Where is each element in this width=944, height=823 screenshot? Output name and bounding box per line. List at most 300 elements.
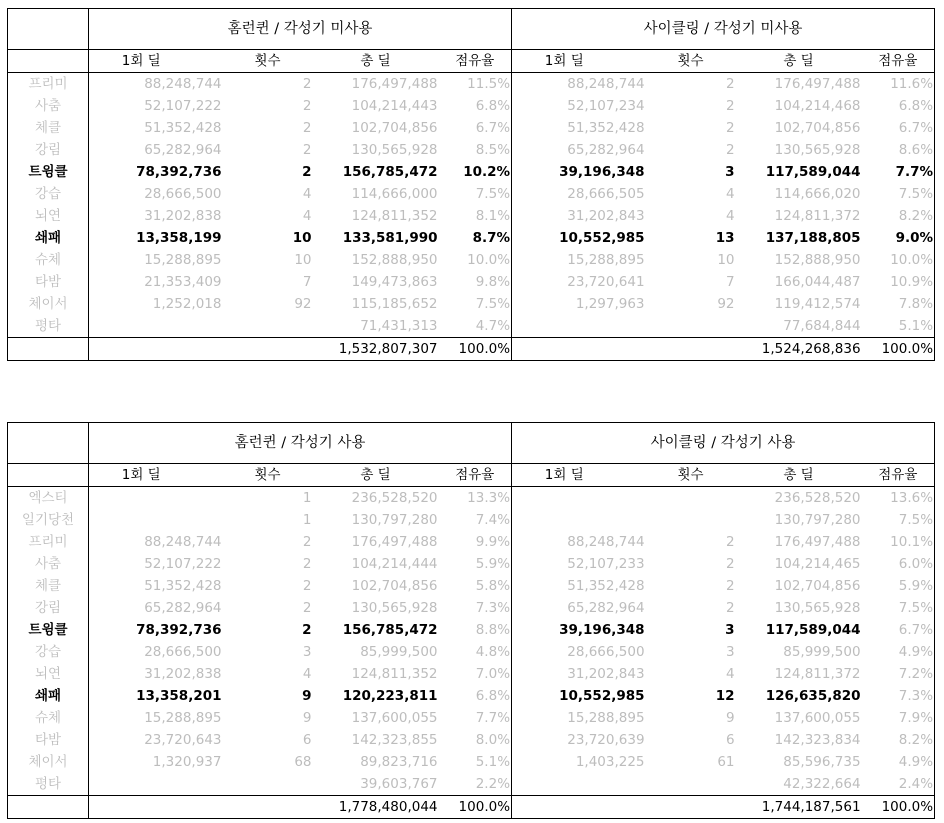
skill-name: 평타 — [8, 315, 89, 338]
total-damage: 117,589,044 — [765, 622, 861, 638]
skill-name: 슈체 — [8, 707, 89, 729]
total-damage: 130,565,928 — [351, 142, 438, 158]
skill-name: 엑스티 — [8, 487, 89, 510]
skill-name: 뇌연 — [8, 205, 89, 227]
total-damage: 124,811,352 — [351, 208, 438, 224]
per-hit-damage: 31,202,838 — [89, 205, 223, 227]
total-damage: 85,596,735 — [783, 754, 861, 770]
skill-name: 체클 — [8, 117, 89, 139]
damage-share: 11.6% — [862, 73, 935, 96]
total-damage: 71,431,313 — [360, 318, 438, 334]
skill-name: 체이서 — [8, 293, 89, 315]
per-hit-damage: 31,202,838 — [89, 663, 223, 685]
skill-name: 강습 — [8, 641, 89, 663]
per-hit-damage: 52,107,233 — [512, 553, 646, 575]
column-header-row — [8, 50, 935, 73]
corner-cell — [8, 9, 89, 50]
total-damage: 1,532,807,307 — [313, 338, 439, 361]
skill-row — [8, 315, 935, 338]
hit-count: 9 — [302, 710, 312, 726]
damage-share: 7.3% — [862, 685, 935, 707]
column-header: 점유율 — [439, 464, 512, 487]
per-hit-damage: 15,288,895 — [89, 249, 223, 271]
damage-share: 6.8% — [475, 98, 511, 114]
column-header: 점유율 — [439, 50, 512, 73]
damage-share: 13.3% — [439, 487, 512, 510]
per-hit-damage: 88,248,744 — [512, 73, 646, 96]
damage-share: 7.7% — [862, 161, 935, 183]
hit-count: 10 — [292, 230, 312, 246]
damage-share: 8.7% — [472, 230, 511, 246]
hit-count: 2 — [725, 600, 735, 616]
column-header: 횟수 — [223, 464, 313, 487]
skill-row — [8, 227, 935, 249]
hit-count — [223, 796, 313, 819]
total-damage: 130,565,928 — [774, 600, 861, 616]
total-damage: 130,797,280 — [351, 512, 438, 528]
total-damage: 114,666,000 — [351, 186, 438, 202]
skill-name: 일기당천 — [8, 509, 89, 531]
hit-count: 2 — [725, 98, 735, 114]
per-hit-damage: 23,720,639 — [512, 729, 646, 751]
per-hit-damage: 10,552,985 — [512, 227, 646, 249]
hit-count: 2 — [725, 556, 735, 572]
skill-row — [8, 95, 935, 117]
hit-count: 2 — [302, 622, 312, 638]
damage-share: 6.8% — [862, 95, 935, 117]
damage-share: 8.5% — [475, 142, 511, 158]
damage-share: 7.7% — [475, 710, 511, 726]
hit-count: 68 — [294, 754, 312, 770]
group-title-row — [8, 423, 935, 464]
column-header: 총 딜 — [313, 50, 439, 73]
total-damage: 176,497,488 — [736, 73, 862, 96]
skill-name: 슈체 — [8, 249, 89, 271]
total-damage: 133,581,990 — [342, 230, 438, 246]
corner-cell — [8, 423, 89, 464]
damage-share: 7.8% — [862, 293, 935, 315]
column-header: 횟수 — [223, 50, 313, 73]
total-damage: 176,497,488 — [351, 534, 438, 550]
hit-count: 4 — [725, 186, 735, 202]
hit-count: 12 — [715, 688, 735, 704]
hit-count — [646, 773, 736, 796]
column-header: 횟수 — [646, 464, 736, 487]
total-damage: 1,524,268,836 — [736, 338, 862, 361]
hit-count: 4 — [725, 666, 735, 682]
total-damage: 119,412,574 — [774, 296, 861, 312]
hit-count: 10 — [717, 252, 735, 268]
total-damage: 124,811,372 — [774, 666, 861, 682]
header-corner-cell — [8, 464, 89, 487]
column-header: 횟수 — [646, 50, 736, 73]
damage-share: 6.8% — [475, 688, 511, 704]
damage-share: 9.9% — [475, 534, 511, 550]
damage-share: 100.0% — [439, 796, 512, 819]
hit-count: 61 — [717, 754, 735, 770]
hit-count: 1 — [223, 487, 313, 510]
total-damage: 130,565,928 — [351, 600, 438, 616]
per-hit-damage — [512, 487, 646, 510]
hit-count: 7 — [725, 274, 735, 290]
skill-row — [8, 641, 935, 663]
hit-count: 4 — [302, 208, 312, 224]
skill-name: 타밤 — [8, 729, 89, 751]
total-damage: 89,823,716 — [360, 754, 438, 770]
hit-count: 10 — [294, 252, 312, 268]
hit-count: 4 — [302, 666, 312, 682]
damage-share: 5.1% — [475, 754, 511, 770]
per-hit-damage: 1,297,963 — [512, 293, 646, 315]
per-hit-damage: 39,196,348 — [512, 619, 646, 641]
damage-share: 10.0% — [862, 249, 935, 271]
per-hit-damage: 51,352,428 — [89, 117, 223, 139]
skill-name: 쇄패 — [8, 685, 89, 707]
per-hit-damage: 52,107,234 — [512, 95, 646, 117]
hit-count — [223, 315, 313, 338]
damage-share: 100.0% — [862, 338, 935, 361]
per-hit-damage: 78,392,736 — [89, 161, 223, 183]
hit-count: 3 — [725, 164, 735, 180]
skill-row — [8, 509, 935, 531]
total-damage: 104,214,468 — [774, 98, 861, 114]
hit-count: 3 — [725, 622, 735, 638]
skill-row — [8, 729, 935, 751]
total-damage: 166,044,487 — [774, 274, 861, 290]
total-damage: 142,323,855 — [351, 732, 438, 748]
damage-share: 8.0% — [475, 732, 511, 748]
damage-share: 9.0% — [862, 227, 935, 249]
hit-count: 3 — [302, 644, 312, 660]
damage-share: 10.9% — [862, 271, 935, 293]
damage-share: 5.8% — [475, 578, 511, 594]
header-corner-cell — [8, 50, 89, 73]
per-hit-damage: 88,248,744 — [89, 531, 223, 553]
damage-share: 7.0% — [475, 666, 511, 682]
total-row — [8, 796, 935, 819]
hit-count: 2 — [302, 534, 312, 550]
damage-share: 8.8% — [475, 622, 511, 638]
skill-name: 사춤 — [8, 95, 89, 117]
hit-count: 7 — [302, 274, 312, 290]
damage-share: 5.1% — [862, 315, 935, 338]
damage-share: 2.2% — [475, 776, 511, 792]
damage-share: 7.5% — [475, 186, 511, 202]
damage-share: 9.8% — [475, 274, 511, 290]
skill-name: 평타 — [8, 773, 89, 796]
skill-row — [8, 73, 935, 96]
per-hit-damage: 51,352,428 — [512, 575, 646, 597]
per-hit-damage: 1,403,225 — [512, 751, 646, 773]
skill-row — [8, 531, 935, 553]
per-hit-damage: 13,358,199 — [89, 227, 223, 249]
per-hit-damage: 23,720,643 — [89, 729, 223, 751]
per-hit-damage — [89, 487, 223, 510]
damage-share: 8.6% — [862, 139, 935, 161]
column-header: 1회 딜 — [512, 464, 646, 487]
per-hit-damage — [89, 315, 223, 338]
per-hit-damage: 28,666,500 — [89, 183, 223, 205]
hit-count: 2 — [725, 534, 735, 550]
per-hit-damage: 15,288,895 — [512, 249, 646, 271]
total-damage: 176,497,488 — [313, 73, 439, 96]
per-hit-damage: 15,288,895 — [89, 707, 223, 729]
total-damage: 124,811,372 — [774, 208, 861, 224]
per-hit-damage: 51,352,428 — [512, 117, 646, 139]
skill-name: 쇄패 — [8, 227, 89, 249]
per-hit-damage: 51,352,428 — [89, 575, 223, 597]
skill-row — [8, 685, 935, 707]
skill-row — [8, 553, 935, 575]
damage-share: 8.1% — [475, 208, 511, 224]
damage-table-no-awakening — [7, 8, 935, 361]
skill-row — [8, 707, 935, 729]
damage-share: 5.9% — [862, 575, 935, 597]
total-damage: 85,999,500 — [783, 644, 861, 660]
total-damage: 85,999,500 — [360, 644, 438, 660]
hit-count: 92 — [294, 296, 312, 312]
per-hit-damage: 31,202,843 — [512, 663, 646, 685]
hit-count: 2 — [646, 73, 736, 96]
hit-count — [646, 487, 736, 510]
hit-count: 2 — [725, 120, 735, 136]
total-damage: 126,635,820 — [765, 688, 861, 704]
per-hit-damage — [512, 315, 646, 338]
per-hit-damage: 21,353,409 — [89, 271, 223, 293]
damage-share: 10.1% — [862, 531, 935, 553]
per-hit-damage: 88,248,744 — [89, 73, 223, 96]
column-header: 총 딜 — [313, 464, 439, 487]
hit-count — [223, 773, 313, 796]
damage-share: 6.7% — [862, 117, 935, 139]
skill-name: 체이서 — [8, 751, 89, 773]
column-header: 총 딜 — [736, 50, 862, 73]
hit-count: 2 — [302, 164, 312, 180]
skill-row — [8, 271, 935, 293]
per-hit-damage: 28,666,500 — [89, 641, 223, 663]
skill-row — [8, 249, 935, 271]
hit-count: 3 — [725, 644, 735, 660]
damage-share: 10.0% — [467, 252, 511, 268]
per-hit-damage — [89, 796, 223, 819]
damage-share: 10.2% — [463, 164, 511, 180]
skill-name — [8, 338, 89, 361]
hit-count: 9 — [302, 688, 312, 704]
total-damage: 77,684,844 — [783, 318, 861, 334]
left-group-title: 홈런퀸 / 각성기 미사용 — [89, 9, 512, 50]
hit-count: 92 — [717, 296, 735, 312]
per-hit-damage: 52,107,222 — [89, 553, 223, 575]
skill-name: 트윙클 — [8, 161, 89, 183]
skill-row — [8, 161, 935, 183]
hit-count: 4 — [302, 186, 312, 202]
per-hit-damage — [512, 796, 646, 819]
total-damage: 42,322,664 — [783, 776, 861, 792]
damage-share: 6.7% — [862, 619, 935, 641]
per-hit-damage — [89, 338, 223, 361]
total-damage: 104,214,465 — [774, 556, 861, 572]
skill-name: 타밤 — [8, 271, 89, 293]
hit-count: 2 — [302, 142, 312, 158]
column-header: 1회 딜 — [89, 464, 223, 487]
damage-share: 7.5% — [862, 509, 935, 531]
group-title-row — [8, 9, 935, 50]
skill-row — [8, 773, 935, 796]
hit-count: 1 — [302, 512, 312, 528]
total-damage: 156,785,472 — [342, 622, 438, 638]
hit-count — [223, 338, 313, 361]
total-damage: 236,528,520 — [736, 487, 862, 510]
total-damage: 236,528,520 — [313, 487, 439, 510]
hit-count: 2 — [725, 578, 735, 594]
skill-row — [8, 205, 935, 227]
damage-share: 4.8% — [475, 644, 511, 660]
hit-count: 2 — [302, 120, 312, 136]
column-header: 1회 딜 — [89, 50, 223, 73]
skill-name: 사춤 — [8, 553, 89, 575]
skill-name: 트윙클 — [8, 619, 89, 641]
damage-share: 8.2% — [862, 729, 935, 751]
damage-share: 13.6% — [862, 487, 935, 510]
hit-count: 6 — [302, 732, 312, 748]
column-header-row — [8, 464, 935, 487]
per-hit-damage: 23,720,641 — [512, 271, 646, 293]
hit-count: 9 — [725, 710, 735, 726]
damage-share: 100.0% — [862, 796, 935, 819]
total-damage: 156,785,472 — [342, 164, 438, 180]
per-hit-damage: 88,248,744 — [512, 531, 646, 553]
total-damage: 102,704,856 — [774, 120, 861, 136]
total-damage: 117,589,044 — [765, 164, 861, 180]
total-damage: 130,565,928 — [774, 142, 861, 158]
hit-count: 2 — [302, 556, 312, 572]
skill-row — [8, 139, 935, 161]
per-hit-damage: 13,358,201 — [89, 685, 223, 707]
column-header: 1회 딜 — [512, 50, 646, 73]
right-group-title: 사이클링 / 각성기 미사용 — [512, 9, 935, 50]
hit-count: 6 — [725, 732, 735, 748]
skill-row — [8, 663, 935, 685]
total-damage: 152,888,950 — [774, 252, 861, 268]
hit-count: 4 — [725, 208, 735, 224]
per-hit-damage: 65,282,964 — [512, 139, 646, 161]
total-damage: 142,323,834 — [774, 732, 861, 748]
skill-row — [8, 597, 935, 619]
damage-share: 7.5% — [475, 296, 511, 312]
hit-count: 2 — [302, 578, 312, 594]
total-damage: 39,603,767 — [360, 776, 438, 792]
total-damage: 104,214,443 — [351, 98, 438, 114]
per-hit-damage: 1,320,937 — [89, 751, 223, 773]
per-hit-damage: 52,107,222 — [89, 95, 223, 117]
hit-count: 2 — [302, 98, 312, 114]
total-damage: 176,497,488 — [774, 534, 861, 550]
total-damage: 120,223,811 — [342, 688, 438, 704]
per-hit-damage — [89, 773, 223, 796]
per-hit-damage — [512, 773, 646, 796]
total-damage: 137,600,055 — [774, 710, 861, 726]
total-damage: 152,888,950 — [351, 252, 438, 268]
total-damage: 1,744,187,561 — [736, 796, 862, 819]
total-row — [8, 338, 935, 361]
damage-table-with-awakening — [7, 422, 935, 819]
skill-name: 강림 — [8, 139, 89, 161]
damage-share: 4.9% — [862, 641, 935, 663]
damage-share: 5.9% — [475, 556, 511, 572]
hit-count: 2 — [302, 600, 312, 616]
total-damage: 104,214,444 — [351, 556, 438, 572]
total-damage: 115,185,652 — [351, 296, 438, 312]
total-damage: 102,704,856 — [351, 578, 438, 594]
total-damage: 137,600,055 — [351, 710, 438, 726]
damage-share: 7.5% — [862, 597, 935, 619]
hit-count: 13 — [715, 230, 735, 246]
total-damage: 124,811,352 — [351, 666, 438, 682]
total-damage: 137,188,805 — [765, 230, 861, 246]
skill-row — [8, 487, 935, 510]
damage-share: 7.9% — [862, 707, 935, 729]
total-damage: 130,797,280 — [774, 512, 861, 528]
skill-row — [8, 293, 935, 315]
per-hit-damage: 28,666,505 — [512, 183, 646, 205]
per-hit-damage: 78,392,736 — [89, 619, 223, 641]
total-damage: 114,666,020 — [774, 186, 861, 202]
skill-row — [8, 619, 935, 641]
damage-share: 6.7% — [475, 120, 511, 136]
skill-row — [8, 183, 935, 205]
per-hit-damage: 31,202,843 — [512, 205, 646, 227]
column-header: 총 딜 — [736, 464, 862, 487]
skill-name: 체클 — [8, 575, 89, 597]
hit-count — [646, 796, 736, 819]
damage-share: 2.4% — [862, 773, 935, 796]
damage-share: 7.4% — [475, 512, 511, 528]
per-hit-damage: 28,666,500 — [512, 641, 646, 663]
per-hit-damage: 65,282,964 — [89, 139, 223, 161]
skill-name: 강림 — [8, 597, 89, 619]
damage-share: 6.0% — [862, 553, 935, 575]
hit-count: 2 — [223, 73, 313, 96]
total-damage: 102,704,856 — [774, 578, 861, 594]
left-group-title: 홈런퀸 / 각성기 사용 — [89, 423, 512, 464]
damage-share: 7.2% — [862, 663, 935, 685]
skill-name: 프리미 — [8, 531, 89, 553]
per-hit-damage — [89, 509, 223, 531]
damage-share: 100.0% — [439, 338, 512, 361]
skill-name — [8, 796, 89, 819]
damage-share: 7.5% — [862, 183, 935, 205]
skill-name: 강습 — [8, 183, 89, 205]
hit-count — [646, 315, 736, 338]
skill-row — [8, 575, 935, 597]
total-damage: 1,778,480,044 — [313, 796, 439, 819]
damage-share: 11.5% — [439, 73, 512, 96]
total-damage: 149,473,863 — [351, 274, 438, 290]
skill-row — [8, 117, 935, 139]
skill-name: 뇌연 — [8, 663, 89, 685]
per-hit-damage: 10,552,985 — [512, 685, 646, 707]
per-hit-damage — [512, 509, 646, 531]
damage-share: 8.2% — [862, 205, 935, 227]
right-group-title: 사이클링 / 각성기 사용 — [512, 423, 935, 464]
hit-count: 2 — [725, 142, 735, 158]
skill-name: 프리미 — [8, 73, 89, 96]
column-header: 점유율 — [862, 50, 935, 73]
damage-share: 7.3% — [475, 600, 511, 616]
total-damage: 102,704,856 — [351, 120, 438, 136]
per-hit-damage: 1,252,018 — [89, 293, 223, 315]
skill-row — [8, 751, 935, 773]
